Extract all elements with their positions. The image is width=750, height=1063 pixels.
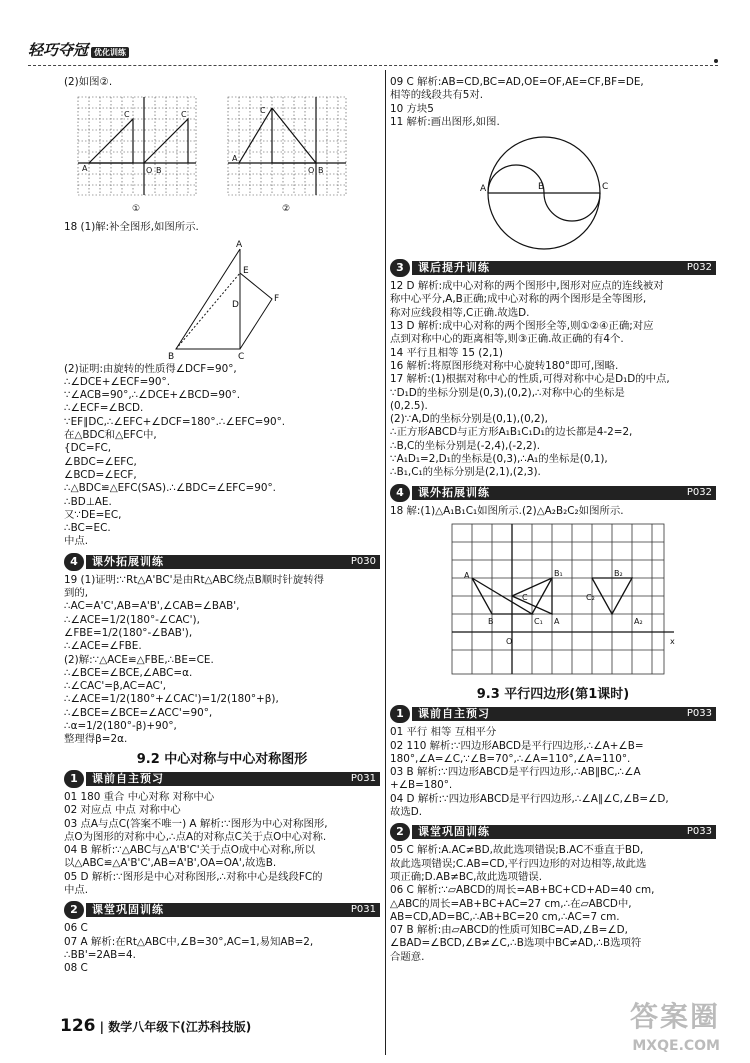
text-line: 08 C bbox=[64, 962, 88, 975]
text-block bbox=[64, 791, 380, 897]
text-line: 05 C 解析:A.AC≠BD,故此选项错误;B.AC不垂直于BD, bbox=[390, 844, 644, 857]
text-line: 03 点A与点C(答案不唯一) A 解析:∵图形为中心对称图形, bbox=[64, 817, 328, 830]
band-pg: P030 bbox=[350, 555, 376, 567]
text-line: (2)证明:由旋转的性质得∠DCF=90°, bbox=[64, 362, 237, 375]
svg-text:E: E bbox=[243, 265, 249, 276]
text-line: ∵∠ACB=90°,∴∠DCE+∠BCD=90°. bbox=[64, 389, 241, 402]
text-line: 06 C bbox=[64, 922, 88, 935]
figure-caption-1: ① bbox=[132, 204, 141, 215]
text-line: ∠BDC=∠EFC, bbox=[64, 455, 137, 468]
text-line: 故此选项错误;C.AB=CD,平行四边形的对边相等,故此选 bbox=[390, 857, 647, 870]
text-line: 05 D 解析:∵图形是中心对称图形,∴对称中心是线段FC的 bbox=[64, 870, 323, 883]
text-line: 17 解析:(1)根据对称中心的性质,可得对称中心是D₁D的中点, bbox=[390, 373, 670, 386]
text-line: 04 D 解析:∵四边形ABCD是平行四边形,∴∠A∥∠C,∠B=∠D, bbox=[390, 792, 669, 805]
text-line: ∴BD⊥AE. bbox=[64, 495, 112, 508]
section-band-preview bbox=[64, 770, 380, 788]
grid-figures-q17 bbox=[64, 91, 380, 219]
text-line: ∴正方形ABCD与正方形A₁B₁C₁D₁的边长都是4-2=2, bbox=[390, 426, 633, 439]
band-num: 3 bbox=[390, 259, 410, 277]
svg-text:B: B bbox=[488, 616, 494, 626]
svg-text:C: C bbox=[124, 110, 130, 120]
band-num: 1 bbox=[390, 705, 410, 723]
column-divider bbox=[385, 70, 386, 1055]
text-line: ∴∠BCE=∠BCE,∠ABC=α. bbox=[64, 666, 193, 679]
svg-text:D: D bbox=[232, 299, 239, 310]
text-line: 点到对称中心的距离相等,则③正确.故正确的有4个. bbox=[390, 333, 624, 346]
text-line: 项正确;D.AB≠BC,故此选项错误. bbox=[390, 870, 543, 883]
svg-text:A₂: A₂ bbox=[634, 616, 643, 626]
right-column bbox=[390, 76, 716, 964]
band-ttl: 课外拓展训练 bbox=[418, 485, 490, 499]
text-line: 16 解析:将原图形绕对称中心旋转180°即可,图略. bbox=[390, 359, 619, 372]
band-pg: P032 bbox=[686, 262, 712, 274]
band-num: 2 bbox=[64, 901, 84, 919]
text-line: ∴α=1/2(180°-β)+90°, bbox=[64, 720, 177, 733]
section-heading-9-3: 9.3 平行四边形(第1课时) bbox=[476, 686, 630, 702]
text-line: ∵A₁D₁=2,D₁的坐标是(0,3),∴A₁的坐标是(0,1), bbox=[390, 453, 608, 466]
text-line: ∠FBE=1/2(180°-∠BAB'), bbox=[64, 626, 193, 639]
section-heading-9-2: 9.2 中心对称与中心对称图形 bbox=[136, 751, 308, 767]
text-line: △ABC的周长=AB+BC+AC=27 cm,∴在▱ABCD中, bbox=[390, 897, 632, 910]
svg-text:C₁: C₁ bbox=[534, 616, 543, 626]
band-ttl: 课前自主预习 bbox=[92, 771, 164, 785]
text-line: ∴∠ACE=∠FBE. bbox=[64, 640, 142, 653]
page-footer: 126 | 数学八年级下(江苏科技版) bbox=[60, 1016, 252, 1036]
text-line: ∠BCD=∠ECF, bbox=[64, 468, 137, 481]
svg-text:O: O bbox=[506, 636, 513, 646]
watermark-url: MXQE.COM bbox=[632, 1038, 720, 1054]
svg-text:A: A bbox=[554, 616, 560, 626]
text-line: 点O为图形的对称中心,∴点A的对称点C关于点O中心对称. bbox=[64, 830, 327, 843]
band-ttl: 课前自主预习 bbox=[418, 707, 490, 721]
svg-text:C: C bbox=[238, 351, 245, 361]
text-line: 18 (1)解:补全图形,如图所示. bbox=[64, 221, 199, 234]
section-band-consolidate bbox=[64, 901, 380, 919]
figure-caption-2: ② bbox=[282, 204, 291, 215]
text-block bbox=[390, 726, 716, 819]
text-line: 在△BDC和△EFC中, bbox=[64, 429, 157, 442]
text-line: ∴∠BCE=∠BCE=∠ACC'=90°, bbox=[64, 706, 213, 719]
text-block bbox=[64, 76, 380, 89]
text-line: 180°,∠A=∠C,∵∠B=70°,∴∠A=110°,∠A=110°. bbox=[390, 752, 631, 765]
svg-text:A: A bbox=[82, 164, 88, 174]
header-rule bbox=[28, 65, 718, 67]
band-num: 4 bbox=[390, 484, 410, 502]
section-band-consolidate-2 bbox=[390, 823, 716, 841]
svg-text:A: A bbox=[464, 570, 470, 580]
text-line: ∴∠ECF=∠BCD. bbox=[64, 402, 144, 415]
text-line: 09 C 解析:AB=CD,BC=AD,OE=OF,AE=CF,BF=DE, bbox=[390, 76, 644, 88]
band-num: 2 bbox=[390, 823, 410, 841]
band-pg: P033 bbox=[686, 826, 712, 838]
text-line: 03 B 解析:∵四边形ABCD是平行四边形,∴AB∥BC,∴∠A bbox=[390, 766, 641, 779]
svg-text:C: C bbox=[602, 182, 609, 193]
text-block bbox=[64, 922, 380, 975]
text-block bbox=[390, 844, 716, 964]
text-line: 04 B 解析:∵△ABC与△A'B'C'关于点O成中心对称,所以 bbox=[64, 844, 315, 857]
text-line: 中点. bbox=[64, 535, 89, 548]
text-line: ∵D₁D的坐标分别是(0,3),(0,2),∴对称中心的坐标是 bbox=[390, 386, 625, 399]
text-line: 02 对应点 中点 对称中心 bbox=[64, 804, 181, 817]
text-block bbox=[64, 363, 380, 549]
svg-text:B: B bbox=[156, 166, 162, 176]
text-line: ∴△BDC≌△EFC(SAS).∴∠BDC=∠EFC=90°. bbox=[64, 482, 276, 495]
section-band-post bbox=[390, 259, 716, 277]
svg-text:B: B bbox=[168, 351, 175, 361]
text-line: (0,2.5). bbox=[390, 399, 428, 412]
band-ttl: 课外拓展训练 bbox=[92, 554, 164, 568]
left-column bbox=[64, 76, 380, 975]
svg-text:C₂: C₂ bbox=[586, 592, 595, 602]
text-line: 称中心平分,A,B正确;成中心对称的两个图形是全等图形, bbox=[390, 293, 647, 306]
band-pg: P031 bbox=[350, 904, 376, 916]
svg-text:B₂: B₂ bbox=[614, 568, 623, 578]
text-line: 06 C 解析:∵▱ABCD的周长=AB+BC+CD+AD=40 cm, bbox=[390, 884, 655, 897]
grid-figure-1 bbox=[78, 97, 196, 195]
text-line: 到的, bbox=[64, 587, 89, 600]
text-line: 合题意. bbox=[390, 950, 425, 963]
text-line: 13 D 解析:成中心对称的两个图形全等,则①②④正确;对应 bbox=[390, 320, 654, 333]
svg-text:C: C bbox=[260, 106, 266, 116]
text-line: 故选D. bbox=[390, 806, 423, 819]
svg-text:C: C bbox=[522, 592, 528, 602]
band-num: 4 bbox=[64, 553, 84, 571]
svg-text:x: x bbox=[670, 636, 675, 646]
svg-text:F: F bbox=[274, 293, 280, 304]
section-band-extension bbox=[64, 553, 380, 571]
svg-text:A: A bbox=[232, 154, 238, 164]
watermark-logo: 答案圈 bbox=[629, 1000, 720, 1033]
text-line: (2)如图②. bbox=[64, 76, 113, 88]
text-line: {DC=FC, bbox=[64, 442, 112, 455]
text-line: 01 180 重合 中心对称 对称中心 bbox=[64, 790, 215, 803]
band-ttl: 课堂巩固训练 bbox=[92, 903, 164, 917]
text-line: 中点. bbox=[64, 883, 89, 896]
grid-figure-2 bbox=[228, 97, 346, 195]
text-line: +∠B=180°. bbox=[390, 779, 453, 792]
text-line: ∴BC=EC. bbox=[64, 522, 111, 535]
triangle-figure-q18 bbox=[64, 237, 380, 361]
text-line: ∴BB'=2AB=4. bbox=[64, 948, 136, 961]
text-line: AB=CD,AD=BC,∴AB+BC=20 cm,∴AC=7 cm. bbox=[390, 910, 620, 923]
band-pg: P033 bbox=[686, 708, 712, 720]
text-line: 14 平行且相等 15 (2,1) bbox=[390, 346, 503, 359]
text-block bbox=[390, 280, 716, 479]
section-band-extension-2 bbox=[390, 484, 716, 502]
svg-text:O: O bbox=[308, 166, 315, 176]
text-block bbox=[390, 76, 716, 129]
text-line-q18: 18 解:(1)△A₁B₁C₁如图所示.(2)△A₂B₂C₂如图所示. bbox=[390, 504, 624, 517]
text-line: 称对应线段相等,C正确.故选D. bbox=[390, 306, 530, 319]
text-line: ∠BAD=∠BCD,∠B≠∠C,∴B选项中BC≠AD,∴B选项符 bbox=[390, 937, 642, 950]
text-line: (2)∵A,D的坐标分别是(0,1),(0,2), bbox=[390, 413, 548, 426]
book-title: 数学八年级下(江苏科技版) bbox=[108, 1020, 252, 1034]
page-header bbox=[28, 41, 718, 68]
text-line: 相等的线段共有5对. bbox=[390, 89, 484, 102]
text-line: 07 A 解析:在Rt△ABC中,∠B=30°,AC=1,易知AB=2, bbox=[64, 935, 314, 948]
text-line: 11 解析:画出图形,如图. bbox=[390, 115, 500, 128]
text-line: ∴B,C的坐标分别是(-2,4),(-2,2). bbox=[390, 439, 541, 452]
text-line: ∴∠DCE+∠ECF=90°. bbox=[64, 375, 170, 388]
text-line: 07 B 解析:由▱ABCD的性质可知BC=AD,∠B=∠D, bbox=[390, 924, 628, 937]
text-line: ∴∠ACE=1/2(180°+∠CAC')=1/2(180°+β), bbox=[64, 693, 279, 706]
text-line: ∴∠CAC'=β,AC=AC', bbox=[64, 680, 167, 693]
grid-figure-q18 bbox=[390, 520, 716, 682]
band-num: 1 bbox=[64, 770, 84, 788]
brand-logo: 轻巧夺冠 优化训练 bbox=[28, 44, 129, 59]
text-line: 01 平行 相等 互相平分 bbox=[390, 726, 497, 739]
text-line: 10 方块5 bbox=[390, 102, 434, 115]
text-block bbox=[64, 574, 380, 747]
circle-figure-q11 bbox=[390, 131, 716, 255]
text-line: 整理得β=2α. bbox=[64, 733, 128, 746]
svg-text:A: A bbox=[236, 239, 243, 250]
text-line: 02 110 解析:∵四边形ABCD是平行四边形,∴∠A+∠B= bbox=[390, 739, 644, 752]
brand-tag: 优化训练 bbox=[91, 47, 129, 58]
section-band-preview-2 bbox=[390, 705, 716, 723]
text-line: ∴B₁,C₁的坐标分别是(2,1),(2,3). bbox=[390, 466, 541, 479]
text-line: ∵EF∥DC,∴∠EFC+∠DCF=180°.∴∠EFC=90°. bbox=[64, 415, 286, 428]
text-block bbox=[64, 221, 380, 234]
header-dot bbox=[714, 59, 718, 63]
text-line: 又∵DE=EC, bbox=[64, 508, 122, 521]
svg-text:A: A bbox=[480, 184, 487, 195]
svg-text:B: B bbox=[538, 182, 545, 193]
svg-text:B: B bbox=[318, 166, 324, 176]
text-line: (2)解:∵△ACE≌△FBE,∴BE=CE. bbox=[64, 653, 214, 666]
svg-text:O: O bbox=[146, 166, 153, 176]
svg-text:B₁: B₁ bbox=[554, 568, 563, 578]
text-line: 以△ABC≌△A'B'C',AB=A'B',OA=OA',故选B. bbox=[64, 857, 277, 870]
text-line: ∴∠ACE=1/2(180°-∠CAC'), bbox=[64, 613, 200, 626]
svg-text:C: C bbox=[181, 110, 187, 120]
band-pg: P032 bbox=[686, 486, 712, 498]
text-line: 12 D 解析:成中心对称的两个图形中,图形对应点的连线被对 bbox=[390, 280, 664, 293]
text-line: 19 (1)证明:∵Rt△A'BC'是由Rt△ABC绕点B顺时针旋转得 bbox=[64, 573, 325, 586]
band-pg: P031 bbox=[350, 772, 376, 784]
band-ttl: 课后提升训练 bbox=[418, 261, 490, 275]
text-line: ∴AC=A'C',AB=A'B',∠CAB=∠BAB', bbox=[64, 600, 240, 613]
page-number: 126 bbox=[60, 1016, 96, 1036]
band-ttl: 课堂巩固训练 bbox=[418, 825, 490, 839]
